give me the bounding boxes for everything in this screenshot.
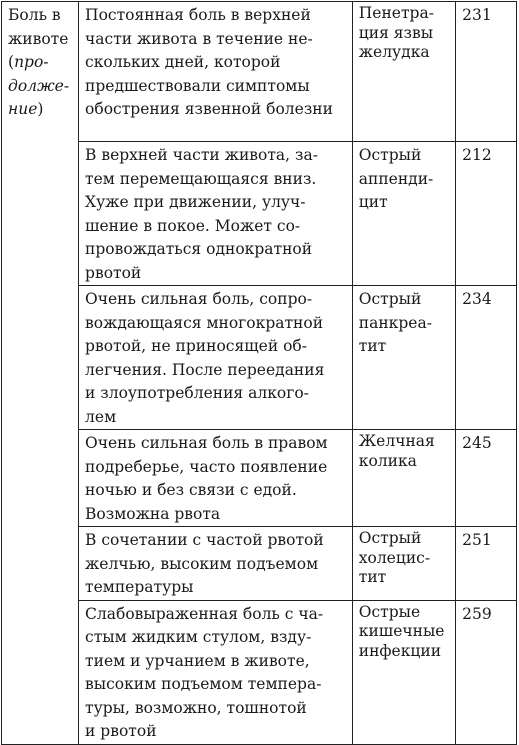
symptom-line: Очень сильная боль, сопро- [85,290,313,308]
symptom-line: рвотой, не приносящей об- [85,337,307,355]
table-row [2,600,517,744]
condition-line: Острый [358,290,422,308]
symptom-line: и злоупотребления алкого- [85,384,309,402]
page-cell: 245 [456,430,517,527]
condition-cell [352,286,455,430]
symptom-cell [79,600,353,744]
symptom-line: и рвотой [85,722,157,740]
symptom-line: Хуже при движении, улуч- [85,193,306,211]
condition-line: Острые [358,602,421,621]
condition-line: аппенди- [358,169,434,188]
condition-line: тит [358,337,387,355]
symptom-line: В сочетании с частой рвотой [85,531,324,549]
symptom-line: тем перемещающаяся вниз. [85,169,317,188]
page-cell: 251 [456,527,517,601]
symptom-line: тием и урчанием в животе, [85,651,310,670]
condition-cell [352,600,455,744]
category-note-paren: ) [37,100,44,118]
symptom-line: Слабовыраженная боль с ча- [85,604,324,623]
condition-cell [352,142,455,286]
symptom-reference-table [1,1,517,745]
category-cell [2,2,79,745]
category-note-paren: ( [8,53,15,71]
category-note: долже- [8,76,70,95]
condition-line: холецис- [358,548,431,567]
symptom-line: части живота в течение не- [85,29,313,48]
symptom-line: шение в покое. Может со- [85,216,301,235]
condition-line: цит [358,193,388,211]
symptom-line: Возможна рвота [85,504,221,523]
table-row [2,430,517,527]
page-cell: 231 [456,2,517,142]
symptom-line: провождаться однократной [85,240,313,258]
condition-cell [352,2,455,142]
condition-line: колика [358,451,417,470]
symptom-line: обострения язвенной болезни [85,100,333,118]
table-row [2,527,517,601]
category-line: Боль в [8,6,61,24]
table-row [2,286,517,430]
symptom-line: предшествовали симптомы [85,76,310,95]
symptom-line: подреберье, часто появление [85,457,328,476]
symptom-line: высоким подъемом темпера- [85,675,322,693]
condition-line: ция язвы [358,23,434,42]
condition-line: тит [358,568,387,586]
symptom-line: ночью и без связи с едой. [85,481,297,499]
symptom-line: скольких дней, которой [85,53,281,71]
condition-line: желудка [358,43,430,61]
symptom-cell [79,2,353,142]
symptom-line: вождающаяся многократной [85,313,324,332]
table-row [2,142,517,286]
symptom-cell [79,286,353,430]
symptom-line: туры, возможно, тошнотой [85,698,307,717]
symptom-line: желчью, высоким подъемом [85,554,319,573]
condition-line: кишечные [358,622,445,640]
symptom-line: лем [85,407,117,426]
condition-line: Острый [358,529,422,547]
condition-line: Пенетра- [358,4,434,22]
symptom-cell [79,430,353,527]
table-row [2,2,517,142]
symptom-line: температуры [85,578,194,596]
category-line: животе [8,29,69,48]
symptom-line: В верхней части живота, за- [85,146,318,164]
condition-cell [352,527,455,601]
category-note: про- [14,53,49,71]
condition-line: Острый [358,146,422,164]
symptom-cell [79,527,353,601]
symptom-line: Постоянная боль в верхней [85,6,311,24]
symptom-line: стым жидким стулом, взду- [85,628,312,646]
page-cell: 234 [456,286,517,430]
condition-line: панкреа- [358,313,432,332]
page-cell: 212 [456,142,517,286]
condition-line: инфекции [358,641,442,660]
page-cell: 259 [456,600,517,744]
category-note: ние [8,100,38,118]
condition-line: Желчная [358,432,435,450]
symptom-line: Очень сильная боль в правом [85,434,328,452]
symptom-line: легчения. После переедания [85,360,325,379]
symptom-line: рвотой [85,263,142,282]
condition-cell [352,430,455,527]
symptom-cell [79,142,353,286]
